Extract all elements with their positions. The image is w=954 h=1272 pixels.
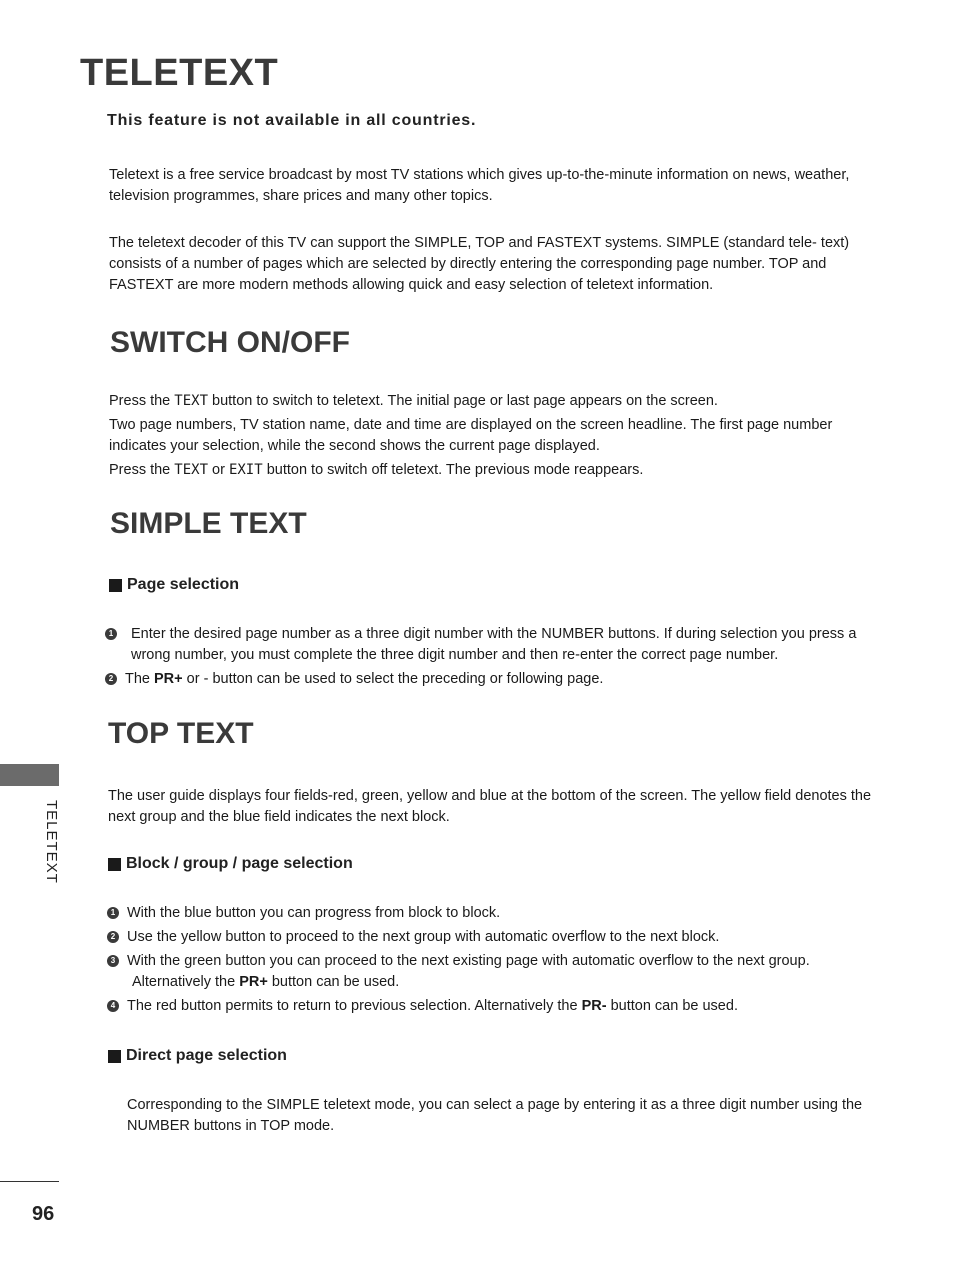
switch-heading: SWITCH ON/OFF: [110, 326, 350, 359]
direct-selection-paragraph: Corresponding to the SIMPLE teletext mode, you can select a page by entering it as a three digit number using the NUMBER buttons in TOP mode.: [127, 1097, 863, 1134]
text-key-label: TEXT: [174, 393, 208, 409]
sidebar-section-label: TELETEXT: [43, 800, 60, 884]
switch-p3-or: or: [208, 462, 229, 478]
switch-p1-text-b: button to switch to teletext. The initial page or last page appears on the screen.: [208, 393, 718, 409]
simple-heading: SIMPLE TEXT: [110, 507, 307, 540]
top-step-1: [107, 903, 877, 924]
availability-note: This feature is not available in all countries.: [107, 112, 477, 129]
switch-p3-text-b: button to switch off teletext. The previous mode reappears.: [262, 462, 644, 478]
switch-p3-text-a: Press the: [109, 462, 175, 478]
switch-paragraph-1: [109, 391, 879, 412]
simple-step-2: [105, 669, 875, 690]
block-group-label: Block / group / page selection: [126, 855, 353, 872]
intro-paragraph-1: Teletext is a free service broadcast by most TV stations which gives up-to-the-minute information on news, weather, television programmes, share prices and many other topics.: [109, 167, 850, 204]
step-number-2-icon: 2: [105, 673, 117, 685]
block-group-subhead: [108, 855, 353, 873]
bullet-square-icon: [109, 579, 122, 592]
page-title: TELETEXT: [80, 52, 279, 94]
top-step-3-text-a: Alternatively the: [132, 974, 240, 990]
simple-step-2-text-a: The: [125, 671, 155, 687]
top-step-3-line-1: With the green button you can proceed to the next existing page with automatic overflow to the next group.: [127, 953, 810, 969]
top-intro: The user guide displays four fields-red, green, yellow and blue at the bottom of the screen. The yellow field denotes the next group and the blue field indicates the next block.: [108, 788, 872, 825]
top-heading: TOP TEXT: [108, 717, 254, 750]
step-number-2-icon: 2: [107, 931, 119, 943]
pr-minus-key-label: PR-: [581, 998, 607, 1014]
step-number-1-icon: 1: [107, 907, 119, 919]
top-step-4-text-a: The red button permits to return to previous selection. Alternatively the: [127, 998, 582, 1014]
step-number-3-icon: 3: [107, 955, 119, 967]
direct-selection-subhead: [108, 1047, 287, 1065]
switch-paragraph-3: [109, 460, 879, 481]
top-steps-list: [107, 903, 877, 1017]
page-number: 96: [32, 1203, 55, 1225]
step-number-1-icon: 1: [105, 628, 117, 640]
switch-paragraph-2: Two page numbers, TV station name, date and time are displayed on the screen headline. The first page number indicates your selection, while the second shows the current page displayed.: [109, 417, 833, 454]
top-step-4-text: [127, 996, 877, 1017]
top-step-2-text: Use the yellow button to proceed to the next group with automatic overflow to the next block.: [127, 929, 720, 945]
pr-plus-key-label: PR+: [239, 974, 268, 990]
simple-step-1-text: Enter the desired page number as a three digit number with the NUMBER buttons. If during selection you press a wrong number, you must complete the three digit number and then re-enter the correct page number.: [131, 626, 857, 663]
intro-paragraph-2: The teletext decoder of this TV can support the SIMPLE, TOP and FASTEXT systems. SIMPLE (standard tele- text) consists of a number of pages which are selected by directly entering the corresponding page number. TOP and FASTEXT are more modern methods allowing quick and easy selection of teletext information.: [109, 235, 850, 293]
top-step-3-text: [127, 951, 877, 993]
bullet-square-icon: [108, 858, 121, 871]
sidebar-tab-marker: [0, 764, 59, 786]
top-step-3-text-b: button can be used.: [267, 974, 400, 990]
simple-step-2-text-b: or - button can be used to select the preceding or following page.: [182, 671, 604, 687]
top-step-1-text: With the blue button you can progress from block to block.: [127, 905, 501, 921]
text-key-label: TEXT: [174, 462, 208, 478]
bullet-square-icon: [108, 1050, 121, 1063]
simple-step-1: [105, 624, 875, 666]
page-selection-subhead: [109, 576, 239, 594]
top-step-3-line-2: [127, 974, 399, 990]
simple-step-2-text: [125, 669, 875, 690]
footer-divider: [0, 1181, 59, 1182]
top-step-2: [107, 927, 877, 948]
pr-plus-key-label: PR+: [154, 671, 183, 687]
top-step-4: [107, 996, 877, 1017]
direct-selection-label: Direct page selection: [126, 1047, 287, 1064]
page-selection-label: Page selection: [127, 576, 240, 593]
step-number-4-icon: 4: [107, 1000, 119, 1012]
exit-key-label: EXIT: [228, 462, 263, 478]
top-step-4-text-b: button can be used.: [606, 998, 738, 1014]
simple-steps-list: [105, 624, 875, 690]
switch-p1-text-a: Press the: [109, 393, 175, 409]
top-step-3: [107, 951, 877, 993]
